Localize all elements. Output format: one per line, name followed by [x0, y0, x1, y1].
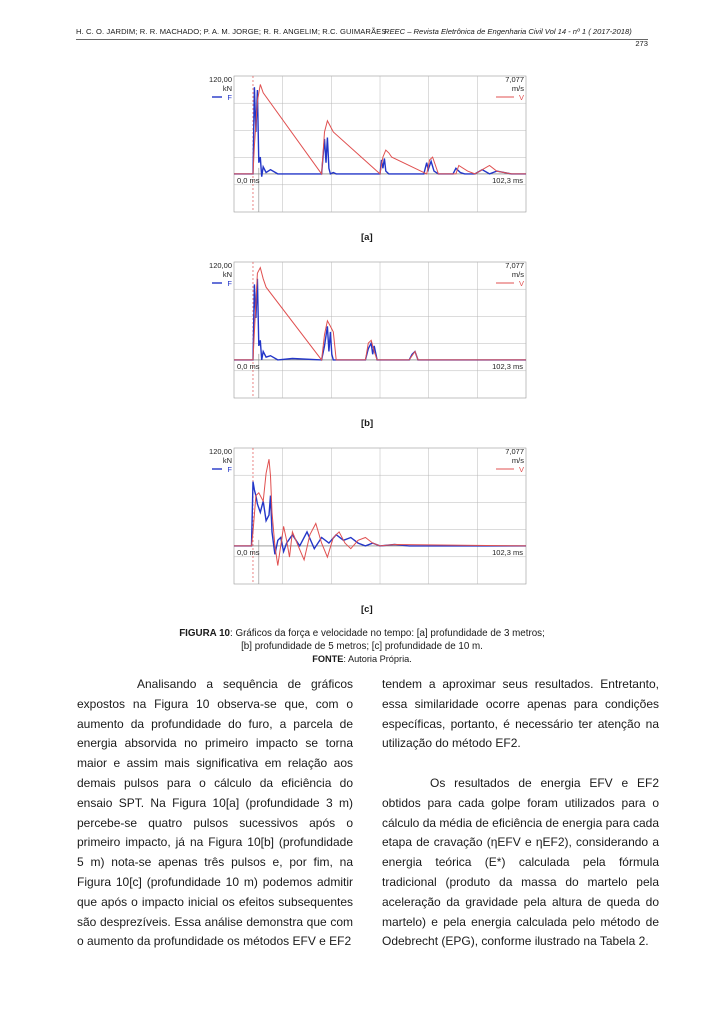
header-authors: H. C. O. JARDIM; R. R. MACHADO; P. A. M. JORGE; R. R. ANGELIM; R.C. GUIMARÃES: [76, 27, 387, 36]
x-start-label: 0,0 ms: [237, 361, 260, 371]
chart-b-svg: [196, 256, 548, 406]
paragraph-right-1: tendem a aproximar seus resultados. Entretanto, essa similaridade ocorre apenas para condições específicas, portanto, é necessário ter atenção na utilização do método EF2.: [382, 677, 659, 751]
figure-caption-line2: [b] profundidade de 5 metros; [c] profundidade de 10 m.: [241, 641, 483, 652]
chart-b-label: [b]: [361, 418, 374, 429]
chart-c: [196, 442, 548, 592]
y-left-unit-label: kN: [222, 270, 232, 279]
x-end-label: 102,3 ms: [492, 361, 523, 371]
legend-label-f: F: [227, 465, 232, 474]
y-left-max-label: 120,00: [209, 447, 232, 456]
y-left-max-label: 120,00: [209, 261, 232, 270]
x-end-label: 102,3 ms: [492, 175, 523, 185]
figure-caption-line1: : Gráficos da força e velocidade no tempo: [a] profundidade de 3 metros;: [230, 628, 545, 639]
page-number: 273: [635, 39, 648, 48]
y-right-max-label: 7,077: [505, 261, 524, 270]
header-rule: [76, 39, 648, 40]
figure-source-text: : Autoria Própria.: [343, 654, 412, 664]
chart-a-svg: [196, 70, 548, 220]
paragraph-right-2: Os resultados de energia EFV e EF2 obtidos para cada golpe foram utilizados para o cálculo da média de eficiência de energia para cada etapa de cravação (ηEFV e ηEF2), considerando a energia teórica (E*) calculada pela fórmula tradicional (produto da massa do martelo pela aceleração da gravidade pela altura de queda do martelo) e pela energia calculada pelo método de Odebrecht (EPG), conforme ilustrado na Tabela 2.: [382, 775, 659, 949]
legend-label-f: F: [227, 93, 232, 102]
x-end-label: 102,3 ms: [492, 547, 523, 557]
figure-source-label: FONTE: [312, 654, 344, 664]
header-journal: REEC – Revista Eletrônica de Engenharia Civil Vol 14 - nº 1 ( 2017-2018): [384, 27, 632, 36]
figure-label: FIGURA 10: [179, 628, 231, 639]
y-right-max-label: 7,077: [505, 447, 524, 456]
legend-label-v: V: [518, 93, 524, 102]
chart-b: [196, 256, 548, 406]
y-right-unit-label: m/s: [511, 270, 524, 279]
y-left-max-label: 120,00: [209, 75, 232, 84]
x-start-label: 0,0 ms: [237, 547, 260, 557]
body-right-column: [382, 675, 659, 952]
y-right-unit-label: m/s: [511, 84, 524, 93]
chart-c-label: [c]: [361, 604, 373, 615]
y-left-unit-label: kN: [222, 456, 232, 465]
legend-label-f: F: [227, 279, 232, 288]
legend-label-v: V: [518, 465, 524, 474]
legend-label-v: V: [518, 279, 524, 288]
paragraph-left: Analisando a sequência de gráficos expostos na Figura 10 observa-se que, com o aumento da profundidade do furo, a parcela de energia absorvida no primeiro impacto se torna maior e assim mais significativa em relação aos demais pulsos para o cálculo da eficiência do ensaio SPT. Na Figura 10[a] (profundidade 3 m) percebe-se quatro pulsos sucessivos após o primeiro impacto, já na Figura 10[b] (profundidade 5 m) nota-se apenas três pulsos e, por fim, na Figura 10[c] (profundidade 10 m) podemos admitir que após o impacto inicial os efeitos subsequentes são desprezíveis. Essa análise demonstra que com o aumento da profundidade os métodos EFV e EF2: [77, 677, 353, 949]
x-start-label: 0,0 ms: [237, 175, 260, 185]
y-right-max-label: 7,077: [505, 75, 524, 84]
y-left-unit-label: kN: [222, 84, 232, 93]
figure-caption: [0, 627, 724, 666]
body-left-column: [77, 675, 353, 952]
y-right-unit-label: m/s: [511, 456, 524, 465]
chart-a-label: [a]: [361, 232, 373, 243]
chart-c-svg: [196, 442, 548, 592]
chart-a: [196, 70, 548, 220]
